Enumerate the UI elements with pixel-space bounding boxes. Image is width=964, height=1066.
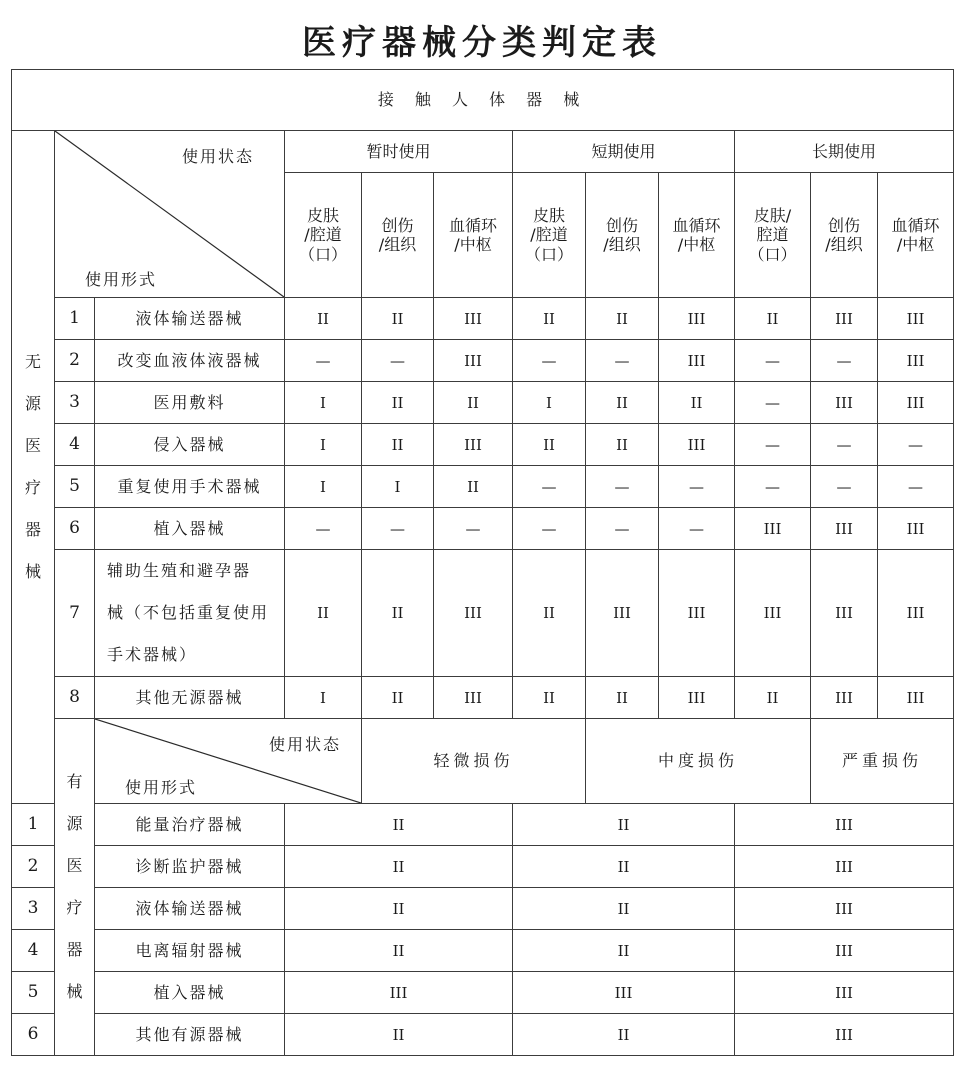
subcol-line: /组织 bbox=[603, 235, 641, 254]
class-value-cell: II bbox=[513, 888, 735, 930]
device-name: 植入器械 bbox=[95, 972, 285, 1014]
group-char: 医 bbox=[66, 856, 83, 875]
subcol-line: /腔道 bbox=[304, 225, 342, 245]
class-value-cell: — bbox=[878, 424, 954, 466]
class-value-cell: — bbox=[811, 466, 878, 508]
device-name-line: 械（不包括重复使用 bbox=[107, 603, 270, 622]
row-number: 1 bbox=[55, 298, 95, 340]
class-value-cell: III bbox=[434, 340, 513, 382]
device-name: 其他有源器械 bbox=[95, 1014, 285, 1056]
device-name: 植入器械 bbox=[95, 508, 285, 550]
row-number: 8 bbox=[55, 677, 95, 719]
class-value-cell: III bbox=[811, 298, 878, 340]
class-value-cell: II bbox=[285, 1014, 513, 1056]
class-value-cell: III bbox=[878, 298, 954, 340]
subcol-line: （口） bbox=[524, 244, 573, 264]
class-value-cell: III bbox=[735, 550, 811, 677]
table-row bbox=[12, 298, 954, 340]
class-value-cell: III bbox=[735, 508, 811, 550]
subcol-wound bbox=[811, 173, 878, 298]
device-name: 能量治疗器械 bbox=[95, 804, 285, 846]
class-value-cell: III bbox=[659, 550, 735, 677]
class-value-cell: — bbox=[285, 508, 362, 550]
table-row bbox=[12, 804, 954, 846]
subcol-blood bbox=[659, 173, 735, 298]
class-value-cell: I bbox=[513, 382, 586, 424]
passive-diagonal-header bbox=[55, 131, 285, 298]
group-char: 械 bbox=[24, 562, 41, 581]
class-value-cell: II bbox=[285, 888, 513, 930]
class-value-cell: III bbox=[434, 550, 513, 677]
group-char: 器 bbox=[66, 940, 83, 959]
group-char: 有 bbox=[66, 772, 83, 791]
class-value-cell: III bbox=[735, 972, 954, 1014]
class-value-cell: II bbox=[586, 298, 659, 340]
class-value-cell: II bbox=[362, 382, 434, 424]
class-value-cell: III bbox=[878, 340, 954, 382]
subcol-line: 创伤 bbox=[381, 215, 414, 235]
subcol-wound bbox=[362, 173, 434, 298]
class-value-cell: — bbox=[513, 466, 586, 508]
class-value-cell: I bbox=[285, 466, 362, 508]
class-value-cell: — bbox=[362, 508, 434, 550]
subcol-wound bbox=[586, 173, 659, 298]
classification-table bbox=[11, 69, 954, 1056]
table-row bbox=[12, 508, 954, 550]
row-number: 5 bbox=[12, 972, 55, 1014]
subcol-skin bbox=[735, 173, 811, 298]
class-value-cell: III bbox=[878, 550, 954, 677]
severity-severe: 严重损伤 bbox=[811, 719, 954, 804]
period-long-term: 长期使用 bbox=[735, 131, 954, 173]
class-value-cell: II bbox=[362, 550, 434, 677]
class-value-cell: II bbox=[513, 424, 586, 466]
subcol-skin bbox=[285, 173, 362, 298]
subcol-line: /组织 bbox=[378, 235, 417, 254]
class-value-cell: II bbox=[586, 382, 659, 424]
class-value-cell: — bbox=[811, 340, 878, 382]
class-value-cell: II bbox=[735, 677, 811, 719]
subcol-skin bbox=[513, 173, 586, 298]
subcol-line: /中枢 bbox=[677, 235, 716, 254]
row-number: 3 bbox=[12, 888, 55, 930]
class-value-cell: I bbox=[285, 382, 362, 424]
class-value-cell: II bbox=[285, 846, 513, 888]
class-value-cell: III bbox=[811, 382, 878, 424]
contact-header: 接 触 人 体 器 械 bbox=[12, 70, 954, 131]
class-value-cell: II bbox=[285, 930, 513, 972]
class-value-cell: — bbox=[586, 466, 659, 508]
severity-moderate: 中度损伤 bbox=[586, 719, 811, 804]
row-number: 6 bbox=[12, 1014, 55, 1056]
class-value-cell: III bbox=[659, 340, 735, 382]
class-value-cell: — bbox=[513, 340, 586, 382]
class-value-cell: II bbox=[434, 382, 513, 424]
device-name: 侵入器械 bbox=[95, 424, 285, 466]
class-value-cell: III bbox=[659, 298, 735, 340]
class-value-cell: II bbox=[659, 382, 735, 424]
class-value-cell: III bbox=[285, 972, 513, 1014]
class-value-cell: — bbox=[285, 340, 362, 382]
class-value-cell: III bbox=[878, 382, 954, 424]
subcol-line: 皮肤/ bbox=[753, 206, 792, 226]
active-group-label bbox=[55, 719, 95, 1056]
form-label: 使用形式 bbox=[125, 777, 198, 797]
class-value-cell: — bbox=[811, 424, 878, 466]
class-value-cell: III bbox=[434, 677, 513, 719]
class-value-cell: III bbox=[659, 424, 735, 466]
table-row bbox=[12, 677, 954, 719]
class-value-cell: — bbox=[586, 508, 659, 550]
class-value-cell: I bbox=[285, 677, 362, 719]
subcol-line: /中枢 bbox=[896, 235, 935, 254]
severity-minor: 轻微损伤 bbox=[362, 719, 586, 804]
device-name: 诊断监护器械 bbox=[95, 846, 285, 888]
subcol-blood bbox=[434, 173, 513, 298]
subcol-line: /组织 bbox=[825, 235, 863, 254]
group-char: 械 bbox=[66, 982, 83, 1001]
table-row bbox=[12, 972, 954, 1014]
class-value-cell: III bbox=[434, 298, 513, 340]
class-value-cell: II bbox=[735, 298, 811, 340]
class-value-cell: II bbox=[513, 804, 735, 846]
class-value-cell: III bbox=[735, 846, 954, 888]
row-number: 2 bbox=[55, 340, 95, 382]
table-row bbox=[12, 340, 954, 382]
device-name: 液体输送器械 bbox=[95, 888, 285, 930]
subcol-line: （口） bbox=[748, 244, 797, 264]
table-row bbox=[12, 466, 954, 508]
subcol-line: 皮肤 bbox=[532, 206, 565, 226]
class-value-cell: — bbox=[735, 340, 811, 382]
table-row bbox=[12, 424, 954, 466]
class-value-cell: — bbox=[878, 466, 954, 508]
class-value-cell: — bbox=[513, 508, 586, 550]
class-value-cell: III bbox=[811, 508, 878, 550]
device-name: 液体输送器械 bbox=[95, 298, 285, 340]
state-label: 使用状态 bbox=[268, 735, 341, 754]
row-number: 4 bbox=[55, 424, 95, 466]
class-value-cell: — bbox=[362, 340, 434, 382]
class-value-cell: II bbox=[513, 1014, 735, 1056]
row-number: 1 bbox=[12, 804, 55, 846]
class-value-cell: II bbox=[362, 677, 434, 719]
class-value-cell: — bbox=[735, 382, 811, 424]
class-value-cell: II bbox=[513, 677, 586, 719]
group-char: 疗 bbox=[66, 898, 83, 917]
subcol-line: 创伤 bbox=[605, 215, 638, 235]
row-number: 3 bbox=[55, 382, 95, 424]
class-value-cell: III bbox=[586, 550, 659, 677]
subcol-line: 血循环 bbox=[448, 215, 497, 235]
table-row bbox=[12, 1014, 954, 1056]
table-row bbox=[12, 888, 954, 930]
row-number: 4 bbox=[12, 930, 55, 972]
subcol-line: /中枢 bbox=[454, 235, 492, 254]
class-value-cell: II bbox=[586, 424, 659, 466]
class-value-cell: III bbox=[878, 677, 954, 719]
subcol-line: 血循环 bbox=[672, 215, 721, 235]
form-label: 使用形式 bbox=[85, 269, 158, 289]
class-value-cell: II bbox=[513, 550, 586, 677]
device-name-line: 辅助生殖和避孕器 bbox=[107, 561, 252, 580]
class-value-cell: I bbox=[362, 466, 434, 508]
subcol-line: （口） bbox=[298, 244, 347, 264]
class-value-cell: II bbox=[362, 298, 434, 340]
device-name: 重复使用手术器械 bbox=[95, 466, 285, 508]
class-value-cell: II bbox=[513, 846, 735, 888]
page-title: 医疗器械分类判定表 bbox=[302, 23, 662, 63]
row-number: 6 bbox=[55, 508, 95, 550]
subcol-line: 创伤 bbox=[827, 215, 860, 235]
passive-group-label bbox=[12, 131, 55, 804]
subcol-line: /腔道 bbox=[530, 225, 568, 245]
class-value-cell: III bbox=[811, 550, 878, 677]
table-row bbox=[12, 382, 954, 424]
period-temporary: 暂时使用 bbox=[285, 131, 513, 173]
subcol-line: 皮肤 bbox=[306, 206, 339, 226]
row-number: 2 bbox=[12, 846, 55, 888]
class-value-cell: III bbox=[659, 677, 735, 719]
class-value-cell: II bbox=[285, 298, 362, 340]
subcol-line: 腔道 bbox=[756, 225, 789, 245]
class-value-cell: — bbox=[735, 466, 811, 508]
class-value-cell: III bbox=[434, 424, 513, 466]
class-value-cell: — bbox=[735, 424, 811, 466]
class-value-cell: III bbox=[878, 508, 954, 550]
class-value-cell: — bbox=[434, 508, 513, 550]
group-char: 源 bbox=[24, 394, 41, 413]
class-value-cell: II bbox=[513, 298, 586, 340]
class-value-cell: II bbox=[362, 424, 434, 466]
device-name bbox=[95, 550, 285, 677]
subcol-blood bbox=[878, 173, 954, 298]
device-name: 改变血液体液器械 bbox=[95, 340, 285, 382]
state-label: 使用状态 bbox=[181, 147, 254, 166]
class-value-cell: I bbox=[285, 424, 362, 466]
class-value-cell: — bbox=[659, 508, 735, 550]
class-value-cell: — bbox=[586, 340, 659, 382]
group-char: 医 bbox=[24, 436, 41, 455]
class-value-cell: II bbox=[586, 677, 659, 719]
class-value-cell: III bbox=[735, 1014, 954, 1056]
class-value-cell: III bbox=[735, 804, 954, 846]
device-name: 医用敷料 bbox=[95, 382, 285, 424]
table-row bbox=[12, 846, 954, 888]
table-row bbox=[12, 550, 954, 677]
class-value-cell: III bbox=[513, 972, 735, 1014]
device-name-line: 手术器械） bbox=[107, 645, 198, 664]
device-name: 其他无源器械 bbox=[95, 677, 285, 719]
row-number: 5 bbox=[55, 466, 95, 508]
class-value-cell: II bbox=[513, 930, 735, 972]
subcol-line: 血循环 bbox=[891, 215, 940, 235]
class-value-cell: III bbox=[735, 888, 954, 930]
class-value-cell: II bbox=[285, 550, 362, 677]
class-value-cell: II bbox=[434, 466, 513, 508]
active-diagonal-header bbox=[95, 719, 362, 804]
row-number: 7 bbox=[55, 550, 95, 677]
class-value-cell: III bbox=[735, 930, 954, 972]
group-char: 器 bbox=[24, 520, 41, 539]
table-row bbox=[12, 930, 954, 972]
class-value-cell: — bbox=[659, 466, 735, 508]
period-short-term: 短期使用 bbox=[513, 131, 735, 173]
group-char: 源 bbox=[66, 814, 83, 833]
group-char: 疗 bbox=[24, 478, 41, 497]
group-char: 无 bbox=[24, 352, 41, 371]
device-name: 电离辐射器械 bbox=[95, 930, 285, 972]
class-value-cell: III bbox=[811, 677, 878, 719]
class-value-cell: II bbox=[285, 804, 513, 846]
